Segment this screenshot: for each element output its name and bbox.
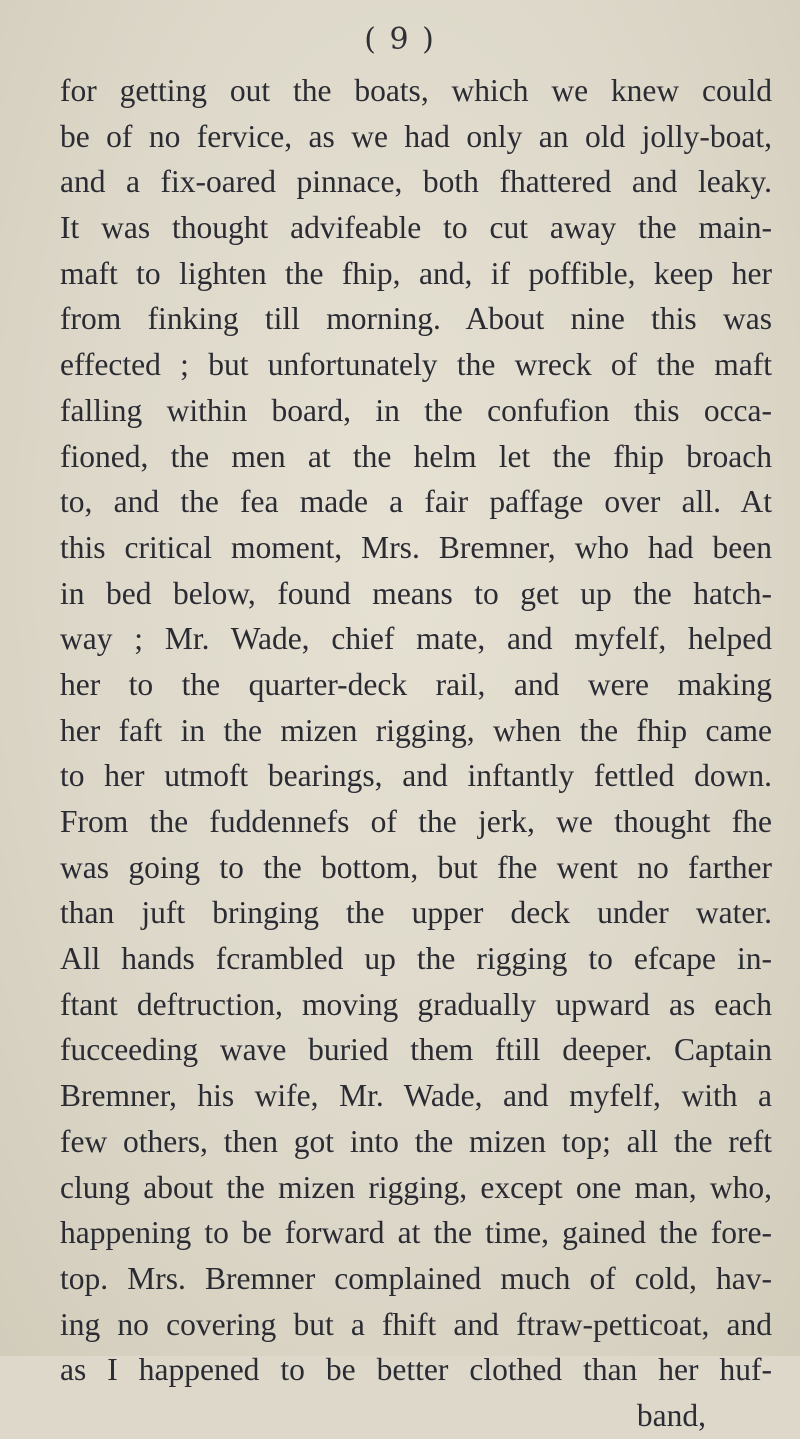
page-number: ( 9 ) (364, 22, 436, 57)
text-line: to her utmoft bearings, and inftantly fettled down. (60, 758, 772, 794)
text-line: It was thought advifeable to cut away the main- (60, 210, 772, 246)
text-line: from finking till morning. About nine this was (60, 301, 772, 337)
text-line: her to the quarter-deck rail, and were making (60, 666, 772, 702)
text-line: fioned, the men at the helm let the fhip broach (60, 438, 772, 474)
text-line: in bed below, found means to get up the hatch- (60, 575, 772, 611)
text-line: few others, then got into the mizen top; all the reft (60, 1123, 772, 1159)
text-line: happening to be forward at the time, gained the fore- (60, 1215, 772, 1251)
text-line: her faft in the mizen rigging, when the fhip came (60, 712, 772, 748)
text-line: as I happened to be better clothed than her huf- (60, 1352, 772, 1388)
text-line: than juft bringing the upper deck under water. (60, 895, 772, 931)
text-line: ftant deftruction, moving gradually upward as each (60, 986, 772, 1022)
text-line: ing no covering but a fhift and ftraw-petticoat, and (60, 1306, 772, 1342)
text-line: effected ; but unfortunately the wreck of the maft (60, 347, 772, 383)
text-line: for getting out the boats, which we knew could (60, 73, 772, 108)
text-line: way ; Mr. Wade, chief mate, and myfelf, helped (60, 621, 772, 657)
text-line: From the fuddennefs of the jerk, we thought fhe (60, 804, 772, 839)
text-line: falling within board, in the confufion this occa- (60, 392, 772, 428)
text-line: to, and the fea made a fair paffage over all. At (60, 484, 772, 520)
text-line: be of no fervice, as we had only an old jolly-boat, (60, 118, 772, 154)
text-line: was going to the bottom, but fhe went no farther (60, 849, 772, 885)
text-line: top. Mrs. Bremner complained much of cold, hav- (60, 1260, 772, 1296)
text-line: clung about the mizen rigging, except one man, who, (60, 1169, 772, 1205)
body-text (60, 68, 772, 1439)
text-line: Bremner, his wife, Mr. Wade, and myfelf, with a (60, 1078, 772, 1114)
text-line: fucceeding wave buried them ftill deeper. Captain (60, 1032, 772, 1068)
text-line: this critical moment, Mrs. Bremner, who had been (60, 529, 772, 565)
text-line: All hands fcrambled up the rigging to efcape in- (60, 941, 772, 977)
text-line: band, (636, 1397, 706, 1433)
text-line: maft to lighten the fhip, and, if poffible, keep her (60, 255, 772, 291)
text-line: and a fix-oared pinnace, both fhattered and leaky. (60, 164, 772, 200)
